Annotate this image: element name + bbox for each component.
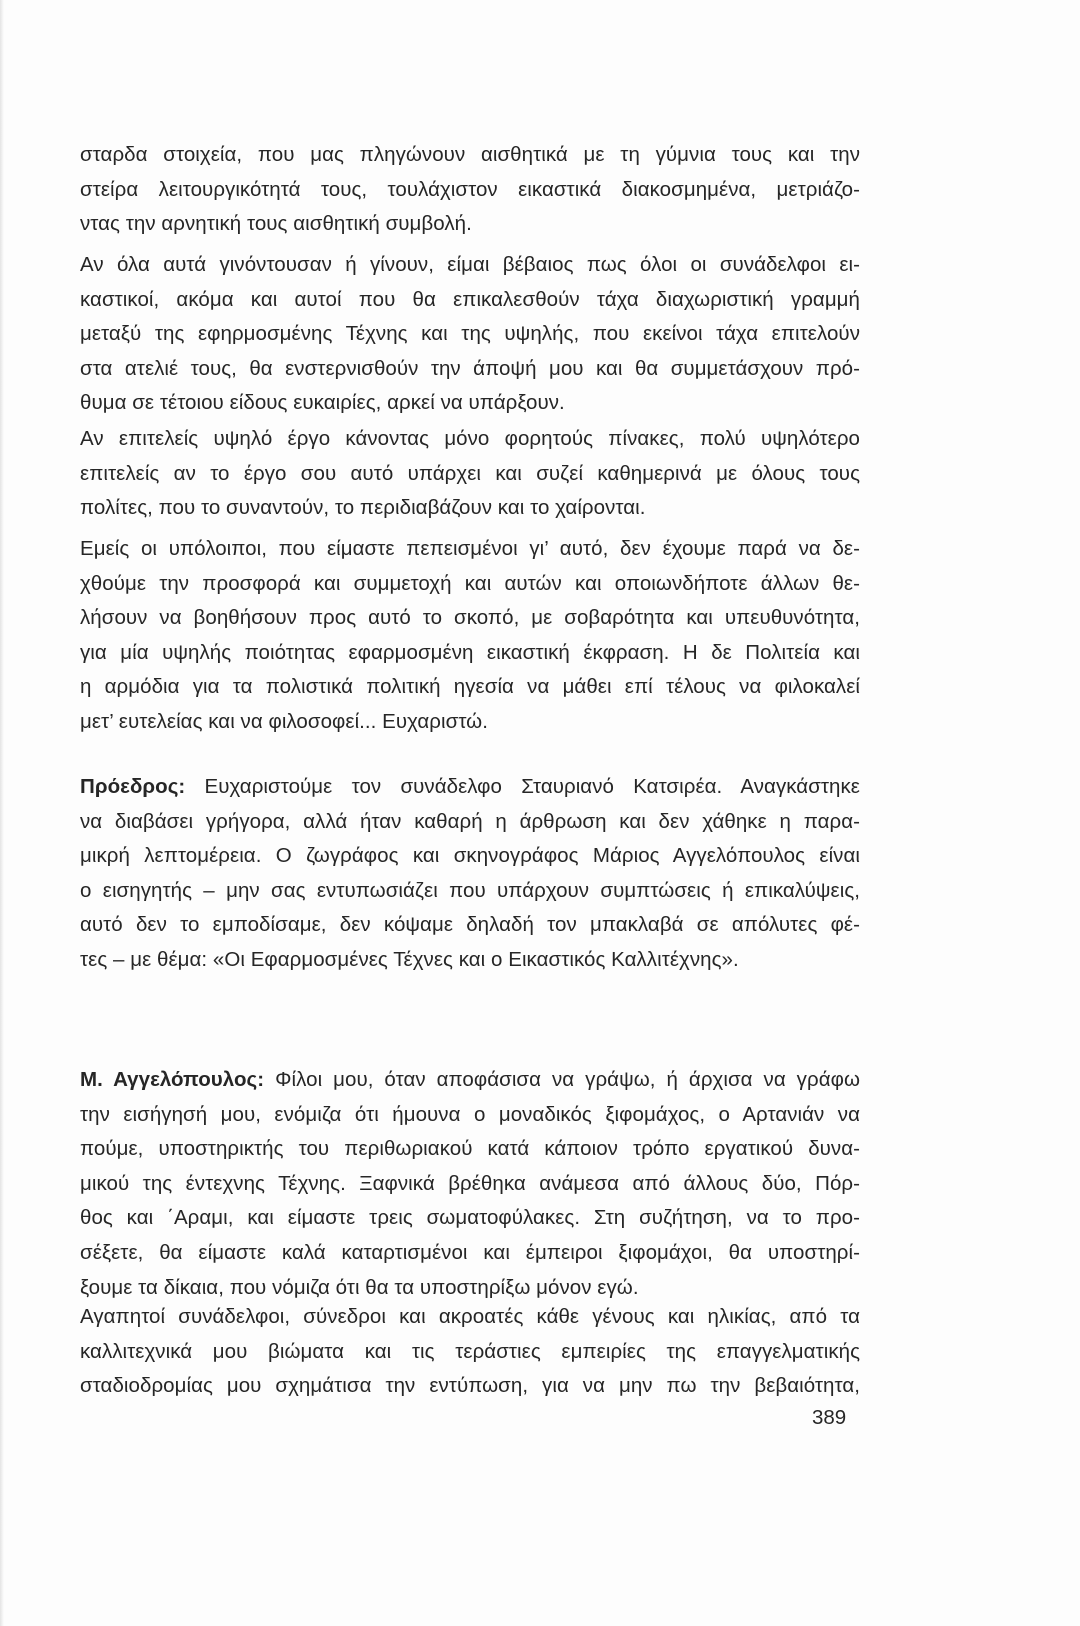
paragraph-1 [80, 138, 860, 242]
text-line: πούμε, υποστηρικτής του περιθωριακού κατά κάποιον τρόπο εργατικού δυνα- [80, 1137, 860, 1161]
text-line: μεταξύ της εφηρμοσμένης Τέχνης και της υψηλής, που εκείνοι τάχα επιτελούν [80, 322, 860, 346]
text-line: μικού της έντεχνης Τέχνης. Ξαφνικά βρέθηκα ανάμεσα από άλλους δύο, Πόρ- [80, 1171, 860, 1195]
text-line: επιτελείς αν το έργο σου αυτό υπάρχει και συζεί καθημερινά με όλους τους [80, 461, 860, 485]
speaker-label: Πρόεδρος: [80, 775, 186, 798]
text-line: θος και ΄Αραμι, και είμαστε τρεις σωματοφύλακες. Στη συζήτηση, να το προ- [80, 1206, 860, 1230]
text-line: αυτό δεν το εμποδίσαμε, δεν κόψαμε δηλαδή τον μπακλαβά σε απόλυτες φέ- [80, 913, 860, 937]
speaker-text: Φίλοι μου, όταν αποφάσισα να γράψω, ή άρχισα να γράφω [264, 1068, 860, 1091]
text-line: καστικοί, ακόμα και αυτοί που θα επικαλεσθούν τάχα διαχωριστική γραμμή [80, 287, 860, 311]
text-line: η αρμόδια για τα πολιστικά πολιτική ηγεσία να μάθει επί τέλους να φιλοκαλεί [80, 675, 860, 699]
text-line: ξουμε τα δίκαια, που νόμιζα ότι θα τα υποστηρίξω μόνον εγώ. [80, 1275, 639, 1299]
text-line: σταρδα στοιχεία, που μας πληγώνουν αισθητικά με τη γύμνια τους και την [80, 143, 860, 166]
text-line: την εισήγησή μου, ενόμιζα ότι ήμουνα ο μοναδικός ξιφομάχος, ο Αρτανιάν να [80, 1102, 860, 1126]
text-line [80, 770, 860, 805]
text-line: τες – με θέμα: «Οι Εφαρμοσμένες Τέχνες και ο Εικαστικός Καλλιτέχνης». [80, 947, 739, 971]
text-line: ο εισηγητής – μην σας εντυπωσιάζει που υπάρχουν συμπτώσεις ή επικαλύψεις, [80, 878, 860, 902]
speaker-text: Ευχαριστούμε τον συνάδελφο Σταυριανό Κατσιρέα. Αναγκάστηκε [185, 775, 860, 798]
text-line: ντας την αρνητική τους αισθητική συμβολή. [80, 212, 472, 236]
text-line: λήσουν να βοηθήσουν προς αυτό το σκοπό, με σοβαρότητα και υπευθυνότητα, [80, 606, 860, 630]
page-number: 389 [812, 1406, 847, 1429]
paragraph-3 [80, 422, 860, 526]
text-line: μετ’ ευτελείας και να φιλοσοφεί... Ευχαριστώ. [80, 709, 488, 733]
text-line: στα ατελιέ τους, θα ενστερνισθούν την άποψή μου και θα συμμετάσχουν πρό- [80, 356, 860, 380]
paragraph-4 [80, 532, 860, 740]
text-line: Αν επιτελείς υψηλό έργο κάνοντας μόνο φορητούς πίνακες, πολύ υψηλότερο [80, 427, 860, 450]
text-line: σέξετε, θα είμαστε καλά καταρτισμένοι και έμπειροι ξιφομάχοι, θα υποστηρί- [80, 1240, 860, 1264]
speaker-paragraph-angelopoulos [80, 1063, 860, 1305]
paragraph-7 [80, 1300, 860, 1404]
text-line: πολίτες, που το συναντούν, το περιδιαβάζουν και το χαίρονται. [80, 496, 646, 520]
text-line: μικρή λεπτομέρεια. Ο ζωγράφος και σκηνογράφος Μάριος Αγγελόπουλος είναι [80, 844, 860, 868]
text-line: σταδιοδρομίας μου σχημάτισα την εντύπωση, για να μην πω την βεβαιότητα, [80, 1374, 860, 1398]
text-line [80, 1063, 860, 1098]
text-line: για μία υψηλής ποιότητας εφαρμοσμένη εικαστική έκφραση. Η δε Πολιτεία και [80, 640, 860, 664]
page-edge-shadow [0, 0, 4, 1626]
paragraph-2 [80, 248, 860, 421]
speaker-paragraph-president [80, 770, 860, 978]
text-line: Εμείς οι υπόλοιποι, που είμαστε πεπεισμένοι γι’ αυτό, δεν έχουμε παρά να δε- [80, 537, 860, 560]
speaker-label: Μ. Αγγελόπουλος: [80, 1068, 265, 1091]
text-line: χθούμε την προσφορά και συμμετοχή και αυτών και οποιωνδήποτε άλλων θε- [80, 571, 860, 595]
text-line: θυμα σε τέτοιου είδους ευκαιρίες, αρκεί να υπάρξουν. [80, 391, 565, 415]
text-line: στείρα λειτουργικότητά τους, τουλάχιστον εικαστικά διακοσμημένα, μετριάζο- [80, 177, 860, 201]
text-line: να διαβάσει γρήγορα, αλλά ήταν καθαρή η άρθρωση και δεν χάθηκε η παρα- [80, 809, 860, 833]
text-line: Αν όλα αυτά γινόντουσαν ή γίνουν, είμαι βέβαιος πως όλοι οι συνάδελφοι ει- [80, 253, 860, 276]
text-line: Αγαπητοί συνάδελφοι, σύνεδροι και ακροατές κάθε γένους και ηλικίας, από τα [80, 1305, 860, 1328]
text-line: καλλιτεχνικά μου βιώματα και τις τεράστιες εμπειρίες της επαγγελματικής [80, 1339, 860, 1363]
